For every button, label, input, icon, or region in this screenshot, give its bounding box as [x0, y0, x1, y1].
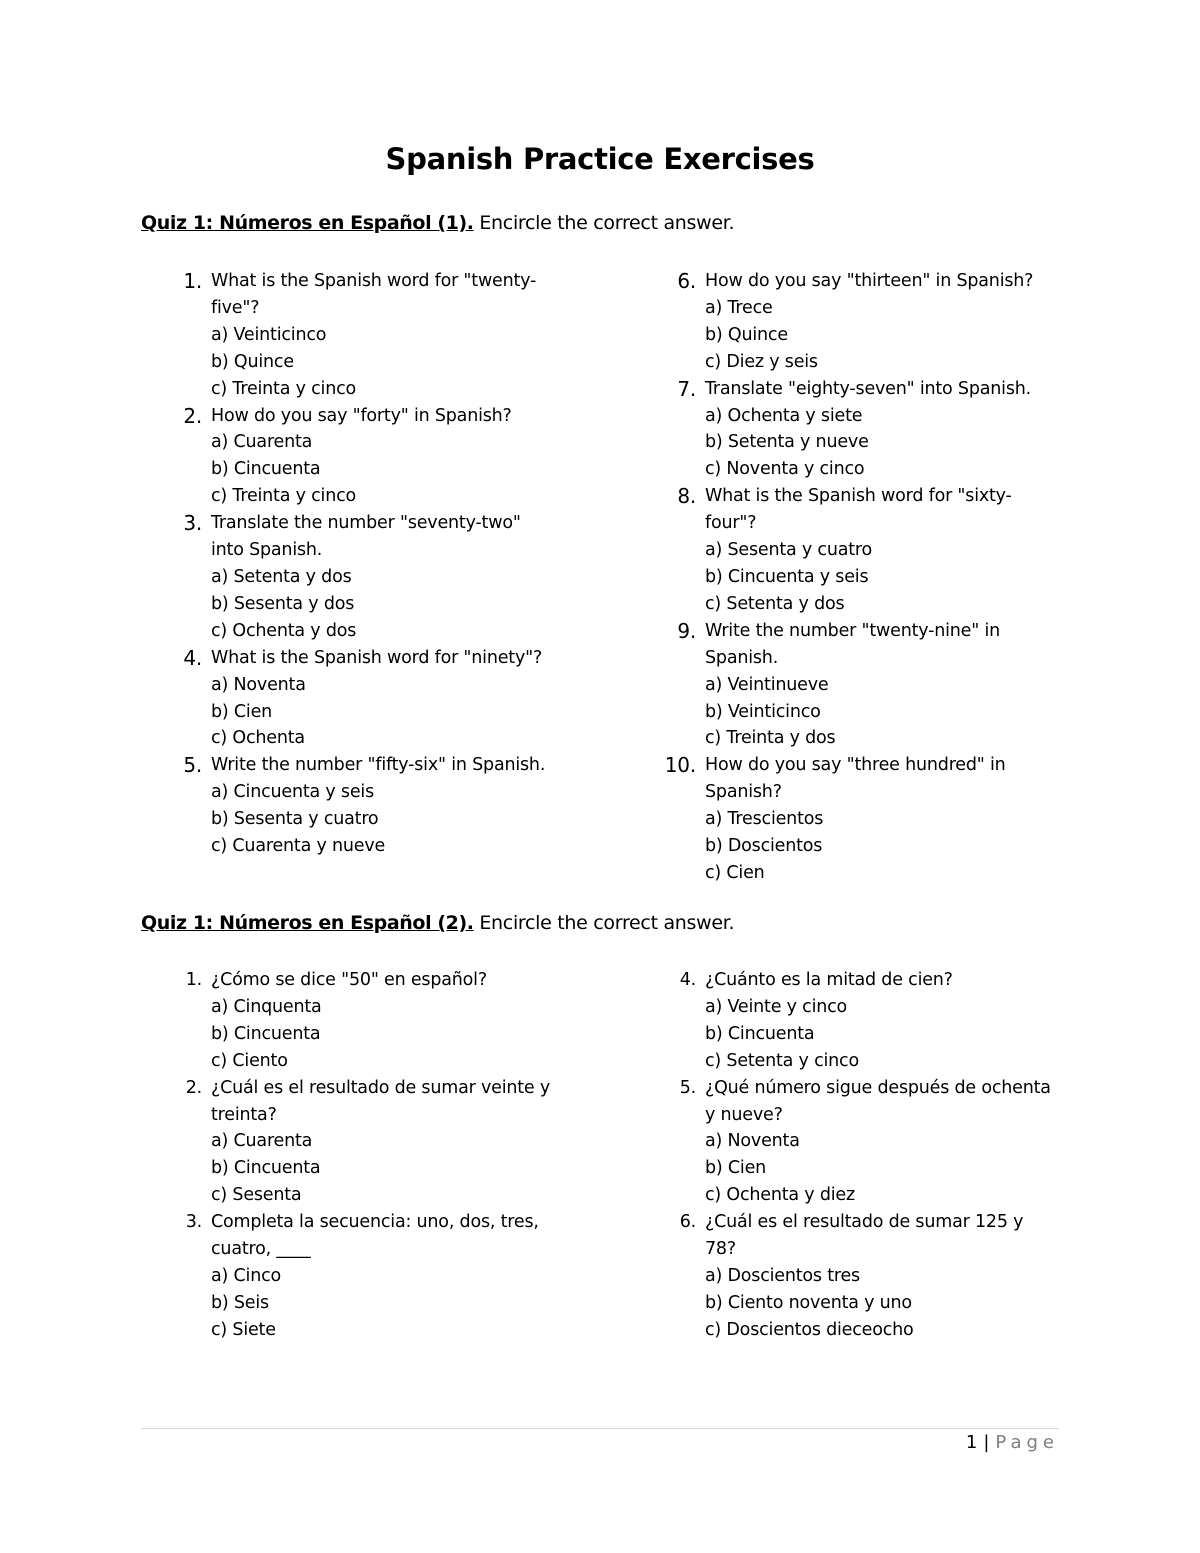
question-text: How do you say "thirteen" in Spanish? [705, 271, 1034, 291]
answer-option[interactable]: a) Sesenta y cuatro [705, 540, 873, 561]
page-label: Page [995, 1432, 1059, 1453]
question-text: Write the number "fifty-six" in Spanish. [211, 755, 546, 776]
question-text: What is the Spanish word for "twenty- five"? [211, 271, 537, 318]
answer-option[interactable]: b) Cincuenta [211, 1023, 321, 1044]
answer-option[interactable]: c) Treinta y dos [705, 728, 836, 749]
question-item [185, 1075, 581, 1210]
question-item [185, 967, 581, 1075]
answer-option[interactable]: b) Doscientos [705, 836, 823, 857]
question-item [183, 510, 571, 645]
question-item [183, 752, 571, 860]
question-item [183, 268, 571, 403]
question-number: 7. [677, 376, 696, 401]
question-text: ¿Cuánto es la mitad de cien? [705, 970, 953, 990]
section-2-left-column [185, 967, 581, 1344]
section-2-label: Quiz 1: Números en Español (2). [141, 912, 474, 934]
question-item [677, 376, 1065, 484]
section-1-left-column [183, 268, 571, 860]
page-footer [966, 1432, 1059, 1453]
question-number: 5. [183, 753, 202, 778]
answer-option[interactable]: c) Treinta y cinco [211, 378, 357, 399]
question-number: 10. [664, 753, 696, 778]
question-text: What is the Spanish word for "sixty- four"? [705, 486, 1012, 534]
answer-option[interactable]: a) Veinticinco [211, 324, 327, 345]
answer-option[interactable]: a) Cuarenta [211, 1131, 313, 1152]
answer-option[interactable]: a) Trece [705, 297, 773, 318]
question-number: 1. [183, 269, 202, 293]
question-text: ¿Cuál es el resultado de sumar veinte y treinta? [211, 1077, 550, 1125]
section-2-instruction: Encircle the correct answer. [473, 912, 735, 934]
question-item [185, 1209, 581, 1344]
answer-option[interactable]: c) Setenta y dos [705, 593, 845, 614]
answer-option[interactable]: c) Cuarenta y nueve [211, 836, 386, 857]
answer-option[interactable]: b) Cincuenta [211, 1158, 321, 1179]
question-number: 6. [679, 1212, 696, 1233]
answer-option[interactable]: b) Cincuenta y seis [705, 566, 869, 587]
answer-option[interactable]: c) Ochenta y dos [211, 620, 357, 641]
footer-separator: | [983, 1432, 990, 1453]
section-1-label: Quiz 1: Números en Español (1). [141, 212, 474, 234]
answer-option[interactable]: a) Noventa [705, 1131, 800, 1152]
answer-option[interactable]: b) Cien [211, 701, 273, 722]
question-item [183, 645, 571, 753]
answer-option[interactable]: a) Veinte y cinco [705, 996, 848, 1017]
answer-option[interactable]: c) Setenta y cinco [705, 1050, 859, 1071]
answer-option[interactable]: b) Cincuenta [705, 1023, 815, 1044]
answer-option[interactable]: c) Ciento [211, 1050, 288, 1071]
answer-option[interactable]: a) Ochenta y siete [705, 405, 863, 426]
question-text: ¿Cómo se dice "50" en español? [211, 970, 487, 990]
answer-option[interactable]: b) Quince [211, 351, 294, 372]
footer-divider [141, 1428, 1059, 1429]
section-1-instruction: Encircle the correct answer. [473, 212, 735, 234]
question-text: Translate "eighty-seven" into Spanish. [705, 378, 1031, 399]
question-item [677, 268, 1065, 376]
section-2-right-column [679, 967, 1075, 1344]
question-number: 6. [677, 269, 696, 293]
question-item [679, 1075, 1075, 1210]
question-text: How do you say "forty" in Spanish? [211, 405, 512, 426]
question-number: 2. [185, 1077, 202, 1098]
answer-option[interactable]: c) Diez y seis [705, 351, 818, 372]
answer-option[interactable]: a) Cinquenta [211, 996, 322, 1017]
answer-option[interactable]: a) Cincuenta y seis [211, 782, 374, 803]
answer-option[interactable]: b) Quince [705, 324, 788, 345]
question-number: 2. [183, 403, 202, 428]
question-item [664, 752, 1065, 887]
section-heading-2 [141, 912, 734, 935]
question-number: 4. [679, 970, 696, 990]
section-heading-1 [141, 212, 734, 235]
question-text: Write the number "twenty-nine" in Spanish. [705, 620, 1000, 668]
answer-option[interactable]: c) Cien [705, 862, 765, 883]
answer-option[interactable]: a) Veintinueve [705, 674, 829, 695]
answer-option[interactable]: a) Noventa [211, 674, 306, 695]
answer-option[interactable]: c) Ochenta y diez [705, 1185, 855, 1206]
answer-option[interactable]: b) Setenta y nueve [705, 432, 869, 453]
question-number: 5. [679, 1077, 696, 1098]
answer-option[interactable]: b) Cincuenta [211, 459, 321, 480]
answer-option[interactable]: b) Cien [705, 1158, 767, 1179]
question-item [183, 403, 571, 511]
answer-option[interactable]: a) Doscientos tres [705, 1265, 860, 1286]
answer-option[interactable]: c) Sesenta [211, 1185, 302, 1206]
answer-option[interactable]: b) Veinticinco [705, 701, 821, 722]
answer-option[interactable]: c) Treinta y cinco [211, 486, 357, 507]
question-item [677, 618, 1065, 753]
page-number: 1 [965, 1432, 978, 1453]
question-text: ¿Cuál es el resultado de sumar 125 y 78? [705, 1212, 1024, 1260]
question-item [679, 1209, 1075, 1344]
question-number: 1. [185, 970, 202, 990]
question-number: 3. [183, 511, 202, 536]
answer-option[interactable]: a) Cuarenta [211, 432, 313, 453]
question-number: 9. [677, 618, 696, 643]
section-1-right-column [664, 268, 1065, 887]
question-text: Completa la secuencia: uno, dos, tres, cuatro, ____ [211, 1212, 539, 1260]
answer-option[interactable]: a) Trescientos [705, 809, 824, 830]
question-text: Translate the number "seventy-two" into Spanish. [211, 513, 521, 561]
question-text: ¿Qué número sigue después de ochenta y nueve? [705, 1077, 1051, 1125]
question-item [677, 483, 1065, 618]
answer-option[interactable]: c) Noventa y cinco [705, 459, 865, 480]
answer-option[interactable]: c) Ochenta [211, 728, 305, 749]
answer-option[interactable]: c) Siete [211, 1319, 276, 1340]
answer-option[interactable]: b) Seis [211, 1292, 269, 1313]
answer-option[interactable]: a) Cinco [211, 1265, 282, 1286]
answer-option[interactable]: a) Setenta y dos [211, 566, 352, 587]
question-text: How do you say "three hundred" in Spanish? [705, 755, 1006, 803]
page-title: Spanish Practice Exercises [385, 142, 815, 176]
question-number: 3. [185, 1212, 202, 1233]
question-text: What is the Spanish word for "ninety"? [211, 647, 543, 668]
question-number: 4. [183, 645, 202, 670]
question-item [679, 967, 1075, 1075]
question-number: 8. [677, 484, 696, 509]
answer-option[interactable]: b) Sesenta y cuatro [211, 809, 379, 830]
answer-option[interactable]: c) Doscientos dieceocho [705, 1319, 914, 1340]
answer-option[interactable]: b) Sesenta y dos [211, 593, 355, 614]
answer-option[interactable]: b) Ciento noventa y uno [705, 1292, 912, 1313]
